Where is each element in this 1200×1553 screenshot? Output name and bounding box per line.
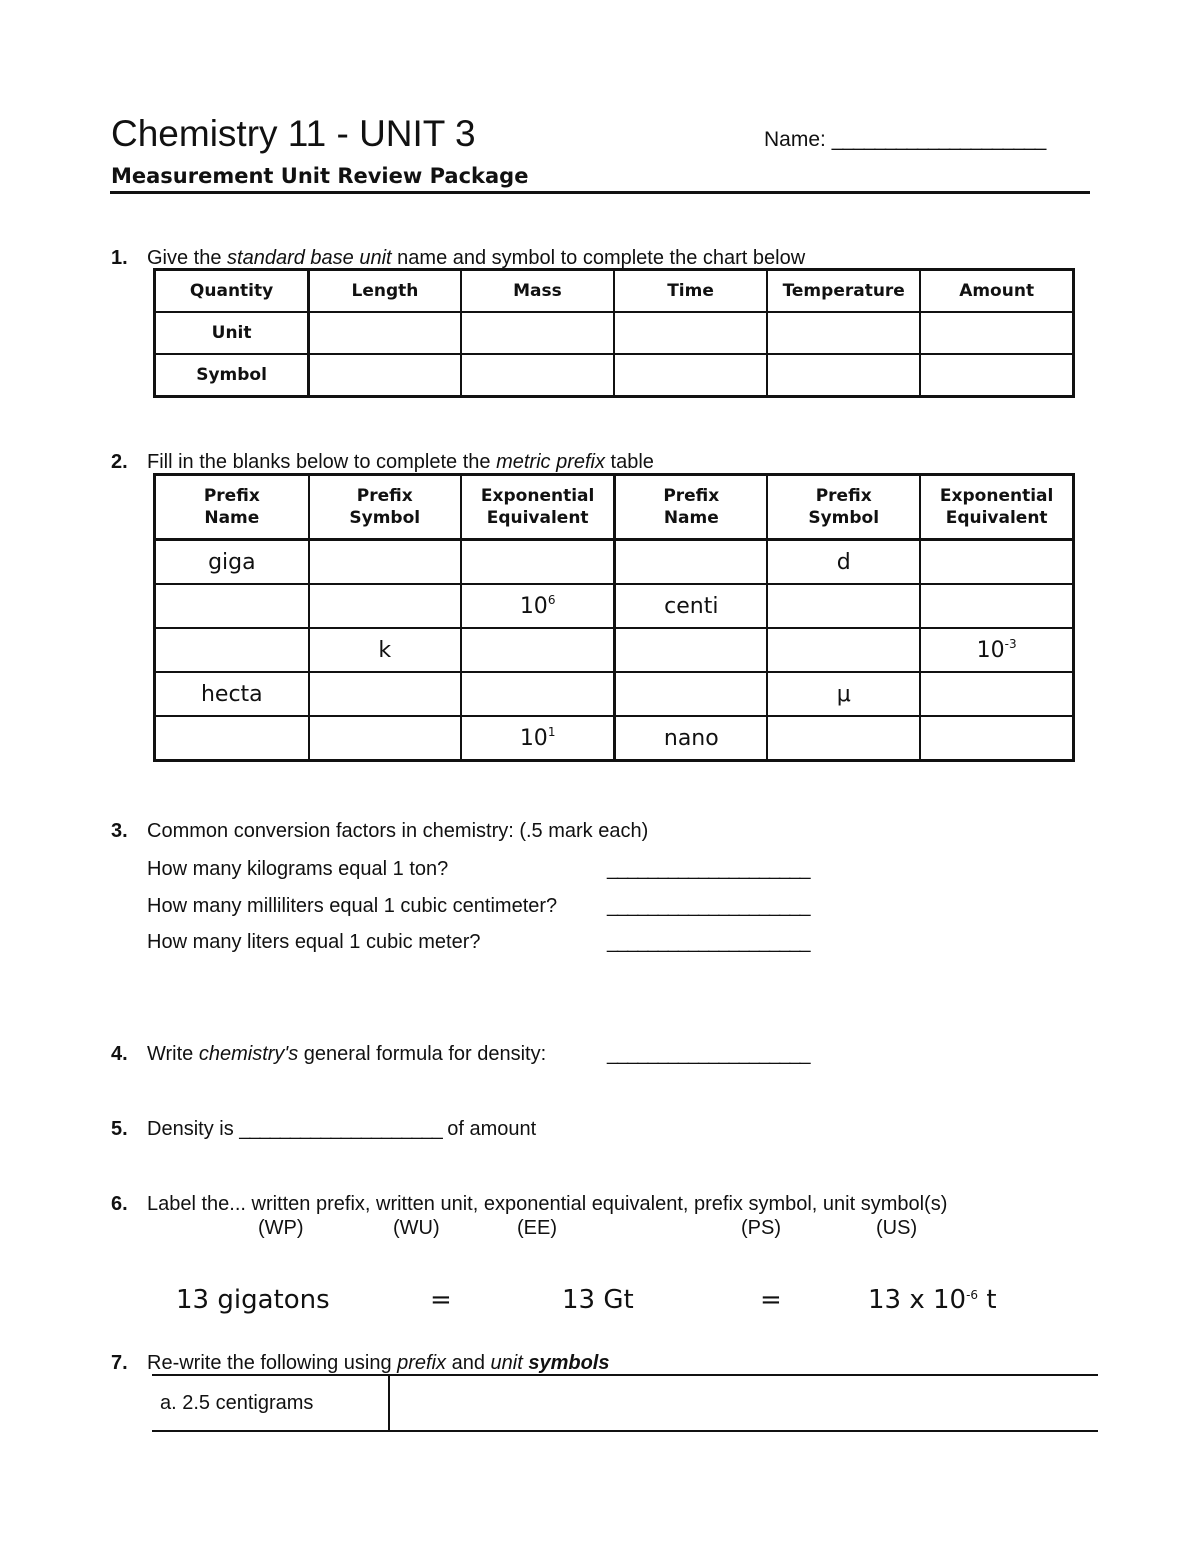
rewrite-item-a: a. 2.5 centigrams (160, 1392, 314, 1414)
answer-cell[interactable] (615, 628, 767, 672)
answer-cell[interactable] (155, 584, 309, 628)
prefix-name-cell: hecta (155, 672, 309, 716)
answer-cell[interactable] (461, 628, 615, 672)
answer-cell[interactable] (767, 716, 920, 761)
name-field[interactable] (764, 128, 1045, 152)
row-label-unit: Unit (155, 312, 309, 354)
answer-cell[interactable] (920, 312, 1073, 354)
row-label-symbol: Symbol (155, 354, 309, 397)
answer-cell[interactable] (309, 716, 461, 761)
answer-cell[interactable] (461, 672, 615, 716)
question-number: 1. (111, 247, 128, 269)
abbr-ps: (PS) (741, 1217, 781, 1239)
header-rule (110, 191, 1090, 194)
header-length: Length (309, 270, 461, 313)
question-number: 6. (111, 1193, 128, 1215)
table-row (155, 628, 1074, 672)
table-header-row (155, 475, 1074, 540)
table-row (155, 312, 1074, 354)
question-text: Fill in the blanks below to complete the metric prefix table (147, 451, 654, 473)
answer-cell[interactable] (767, 584, 920, 628)
name-line: ____________________ (831, 128, 1046, 151)
page-subtitle: Measurement Unit Review Package (111, 164, 529, 188)
exponent-cell: $10^{-3}$ (920, 628, 1073, 672)
prefix-name-cell: nano (615, 716, 767, 761)
header-exponential-equivalent: Exponential Equivalent (920, 475, 1073, 540)
header-prefix-symbol: Prefix Symbol (767, 475, 920, 540)
question-number: 5. (111, 1118, 128, 1140)
abbr-ee: (EE) (517, 1217, 557, 1239)
conversion-item: How many kilograms equal 1 ton? (147, 858, 449, 880)
prefix-symbol-cell: μ (767, 672, 920, 716)
answer-cell[interactable] (767, 354, 920, 397)
answer-cell[interactable] (309, 672, 461, 716)
table-row (155, 540, 1074, 585)
row-divider (388, 1376, 390, 1430)
table-header-row (155, 270, 1074, 313)
abbr-wp: (WP) (258, 1217, 304, 1239)
question-number: 3. (111, 820, 128, 842)
answer-cell[interactable] (614, 354, 767, 397)
answer-cell[interactable] (615, 540, 767, 585)
metric-prefix-table (153, 473, 1075, 762)
prefix-symbol-cell: k (309, 628, 461, 672)
answer-blank[interactable]: ____________________ (239, 1118, 442, 1140)
exponent-cell: $10^1$ (461, 716, 615, 761)
header-prefix-name: Prefix Name (615, 475, 767, 540)
answer-blank[interactable]: ____________________ (607, 1043, 810, 1065)
abbr-wu: (WU) (393, 1217, 440, 1239)
conversion-item: How many milliliters equal 1 cubic centimeter? (147, 895, 558, 917)
header-time: Time (614, 270, 767, 313)
exponent-cell: $10^6$ (461, 584, 615, 628)
prefix-name-cell: giga (155, 540, 309, 585)
expression-symbol: 13 Gt (562, 1285, 634, 1315)
answer-cell[interactable] (461, 312, 614, 354)
prefix-name-cell: centi (615, 584, 767, 628)
question-6 (111, 1192, 1111, 1216)
question-text: Label the... written prefix, written unit, exponential equivalent, prefix symbol, unit symbol(s) (147, 1193, 948, 1215)
question-text: Write chemistry's general formula for density: (147, 1043, 547, 1065)
question-3 (111, 819, 1011, 843)
header-mass: Mass (461, 270, 614, 313)
prefix-symbol-cell: d (767, 540, 920, 585)
answer-cell[interactable] (309, 312, 461, 354)
question-text: Common conversion factors in chemistry: (.5 mark each) (147, 820, 649, 842)
table-row (155, 672, 1074, 716)
question-2 (111, 450, 1011, 474)
answer-cell[interactable] (920, 584, 1073, 628)
header-prefix-symbol: Prefix Symbol (309, 475, 461, 540)
base-unit-table (153, 268, 1075, 398)
question-text: Density is ____________________ of amount (147, 1118, 537, 1140)
question-1 (111, 246, 1011, 270)
answer-cell[interactable] (309, 354, 461, 397)
answer-cell[interactable] (461, 540, 615, 585)
header-prefix-name: Prefix Name (155, 475, 309, 540)
question-5 (111, 1117, 811, 1141)
answer-cell[interactable] (920, 716, 1073, 761)
table-row (155, 354, 1074, 397)
abbr-us: (US) (876, 1217, 918, 1239)
answer-cell[interactable] (461, 354, 614, 397)
answer-cell[interactable] (614, 312, 767, 354)
table-row (155, 716, 1074, 761)
name-label: Name: (764, 128, 826, 151)
expression-exponential: 13 x $10^{-6}$ t (868, 1285, 997, 1315)
answer-cell[interactable] (767, 628, 920, 672)
header-quantity: Quantity (155, 270, 309, 313)
answer-blank[interactable]: ____________________ (607, 858, 810, 880)
question-number: 7. (111, 1352, 128, 1374)
page-title: Chemistry 11 - UNIT 3 (111, 113, 476, 154)
conversion-item: How many liters equal 1 cubic meter? (147, 931, 481, 953)
rewrite-row (152, 1374, 1098, 1432)
question-text: Re-write the following using prefix and unit symbols (147, 1352, 610, 1374)
answer-cell[interactable] (615, 672, 767, 716)
answer-cell[interactable] (155, 716, 309, 761)
answer-cell[interactable] (920, 540, 1073, 585)
answer-cell[interactable] (309, 540, 461, 585)
answer-blank[interactable]: ____________________ (607, 895, 810, 917)
expression-written: 13 gigatons (176, 1285, 330, 1315)
header-temperature: Temperature (767, 270, 920, 313)
question-number: 2. (111, 451, 128, 473)
answer-cell[interactable] (309, 584, 461, 628)
question-number: 4. (111, 1043, 128, 1065)
answer-cell[interactable] (920, 672, 1073, 716)
header-amount: Amount (920, 270, 1073, 313)
equals-sign: = (430, 1285, 452, 1315)
table-row (155, 584, 1074, 628)
answer-cell[interactable] (920, 354, 1073, 397)
header-exponential-equivalent: Exponential Equivalent (461, 475, 615, 540)
answer-cell[interactable] (155, 628, 309, 672)
question-text: Give the standard base unit name and symbol to complete the chart below (147, 247, 806, 269)
answer-blank[interactable]: ____________________ (607, 931, 810, 953)
answer-cell[interactable] (767, 312, 920, 354)
equals-sign: = (760, 1285, 782, 1315)
question-7 (111, 1351, 1011, 1375)
